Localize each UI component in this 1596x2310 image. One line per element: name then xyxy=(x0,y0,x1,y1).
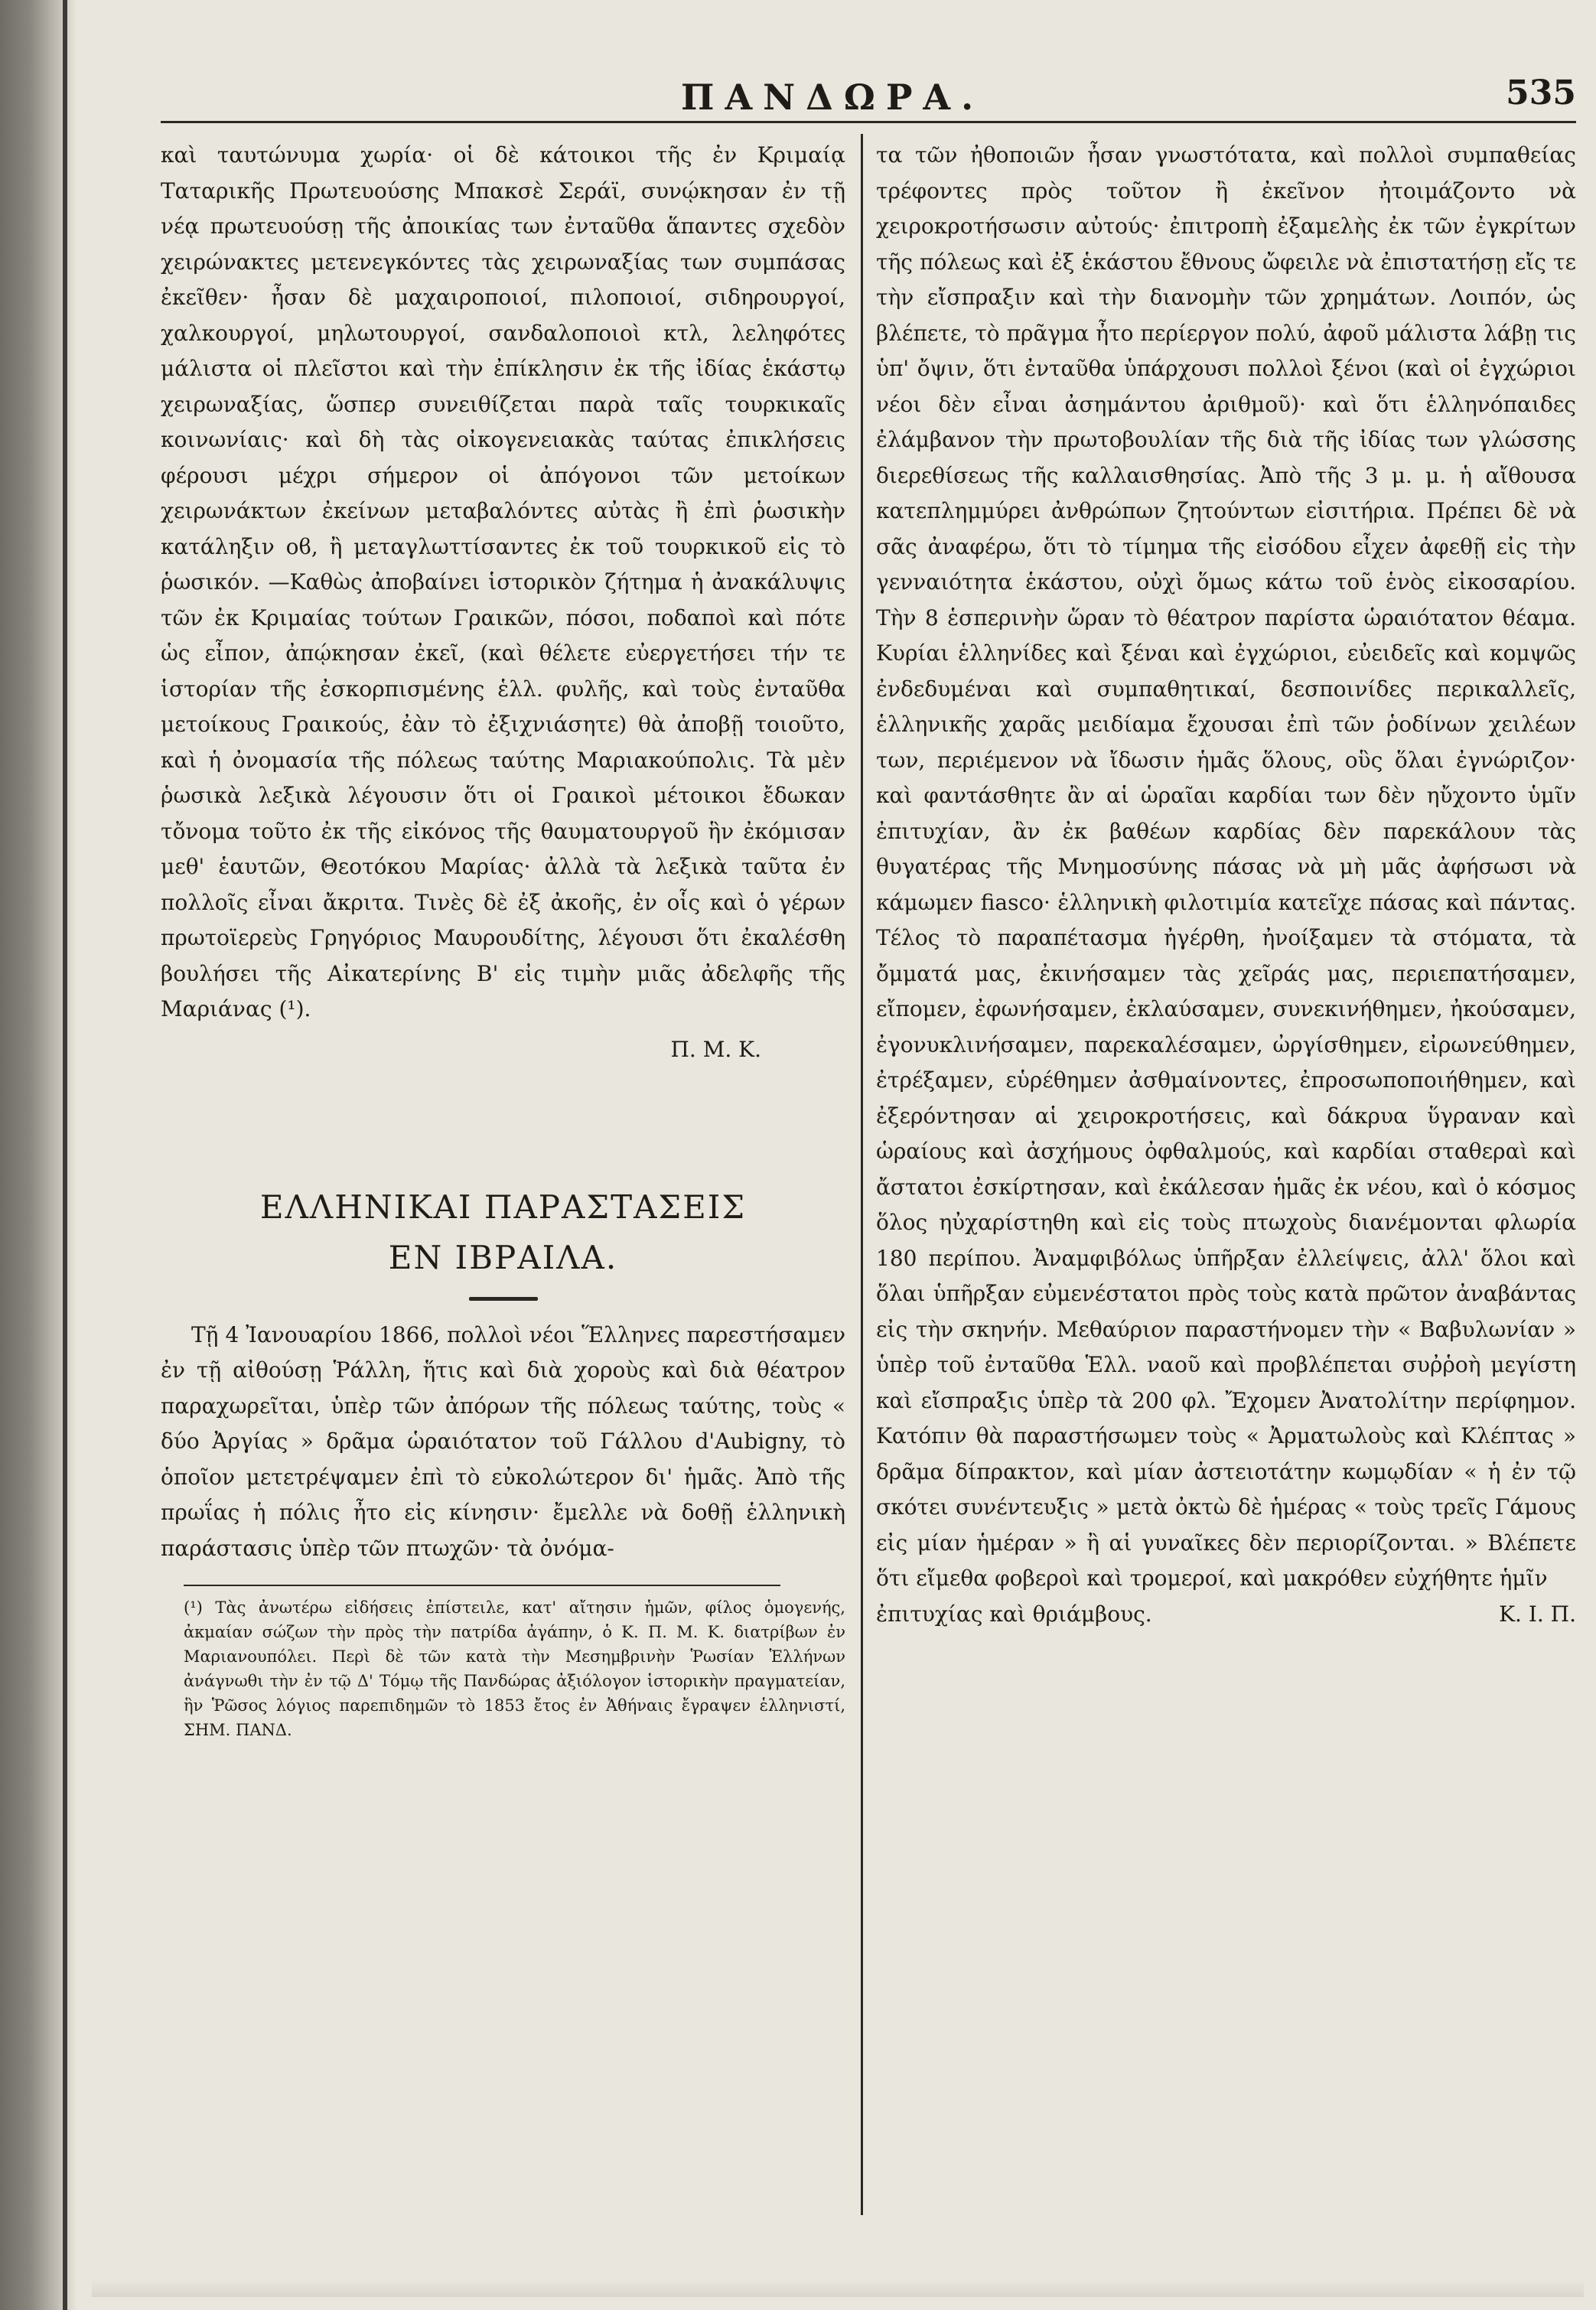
journal-page xyxy=(92,0,1584,2310)
left-column xyxy=(161,138,845,1742)
right-paragraph: τα τῶν ἠθοποιῶν ἦσαν γνωστότατα, καὶ πολλοὶ συμπαθείας τρέφοντες πρὸς τοῦτον ἢ ἐκεῖνον ἠτοιμάζοντο νὰ χειροκροτήσωσιν αὐτούς· ἐπιτροπὴ ἐξαμελὴς ἐκ τῶν ἐγκρίτων τῆς πόλεως καὶ ἐξ ἑκάστου ἔθνους ὤφειλε νὰ ἐπιστατήσῃ εἴς τε τὴν εἴσπραξιν καὶ τὴν διανομὴν τῶν χρημάτων. Λοιπόν, ὡς βλέπετε, τὸ πρᾶγμα ἦτο περίεργον πολύ, ἀφοῦ μάλιστα λάβῃ τις ὑπ' ὄψιν, ὅτι ἐνταῦθα ὑπάρχουσι πολλοὶ ξένοι (καὶ οἱ ἐγχώριοι νέοι δὲν εἶναι ἀσημάντου ἀριθμοῦ)· καὶ ὅτι ἑλληνόπαιδες ἐλάμβανον τὴν πρωτοβουλίαν τῆς διὰ τῆς ἰδίας των γλώσσης διερεθίσεως τῆς καλλαισθησίας. Ἀπὸ τῆς 3 μ. μ. ἡ αἴθουσα κατεπλημμύρει ἀνθρώπων ζητούντων εἰσιτήρια. Πρέπει δὲ νὰ σᾶς ἀναφέρω, ὅτι τὸ τίμημα τῆς εἰσόδου εἶχεν ἀφεθῇ εἰς τὴν γενναιότητα ἑκάστου, οὐχὶ ὅμως κάτω τοῦ ἑνὸς εἰκοσαρίου. Τὴν 8 ἑσπερινὴν ὥραν τὸ θέατρον παρίστα ὡραιότατον θέαμα. Κυρίαι ἑλληνίδες καὶ ξέναι καὶ ἐγχώριοι, εὐειδεῖς καὶ κομψῶς ἐνδεδυμέναι καὶ συμπαθητικαί, δεσποινίδες περικαλλεῖς, ἑλληνικῆς χαρᾶς μειδίαμα ἔχουσαι ἐπὶ τῶν ῥοδίνων χειλέων των, περιέμενον νὰ ἴδωσιν ἡμᾶς ὅλους, οὓς ὅλαι ἐγνώριζον· καὶ φαντάσθητε ἂν αἱ ὡραῖαι καρδίαι των δὲν ηὔχοντο ὑμῖν ἐπιτυχίαν, ἂν ἐκ βαθέων καρδίας δὲν παρεκάλουν τὰς θυγατέρας τῆς Μνημοσύνης πάσας νὰ μὴ μᾶς ἀφήσωσι νὰ κάμωμεν fiasco· ἑλληνικὴ φιλοτιμία κατεῖχε πάσας καὶ πάντας. Τέλος τὸ παραπέτασμα ἠγέρθη, ἠνοίξαμεν τὰ στόματα, τὰ ὄμματά μας, ἐκινήσαμεν τὰς χεῖράς μας, περιεπατήσαμεν, εἴπομεν, ἐφωνήσαμεν, ἐκλαύσαμεν, συνεκινήθημεν, ἠκούσαμεν, ἐγονυκλινήσαμεν, παρεκαλέσαμεν, ὠργίσθημεν, εἰρωνεύθημεν, ἐτρέξαμεν, εὑρέθημεν ἀσθμαίνοντες, ἐπροσωποποιήθημεν, καὶ ἐξερόντησαν αἱ χειροκροτήσεις, καὶ δάκρυα ὕγραναν καὶ ὡραίους καὶ ἀσχήμους ὀφθαλμούς, καὶ καρδίαι σταθεραὶ καὶ ἄστατοι ἐσκίρτησαν, καὶ ἐκάλεσαν ἡμᾶς ἐκ νέου, καὶ ὁ κόσμος ὅλος ηὐχαρίστηθη καὶ εἰς τοὺς πτωχοὺς διανέμονται φλωρία 180 περίπου. Ἀναμφιβόλως ὑπῆρξαν ἐλλείψεις, ἀλλ' ὅλοι καὶ ὅλαι ὑπῆρξαν εὐμενέστατοι πρὸς τοὺς κατὰ πρῶτον ἀναβάντας εἰς τὴν σκηνήν. Μεθαύριον παραστήνομεν τὴν « Βαβυλωνίαν » ὑπὲρ τοῦ ἐνταῦθα Ἑλλ. ναοῦ καὶ προβλέπεται συῤῥοὴ μεγίστη καὶ εἴσπραξις ὑπὲρ τὰ 200 φλ. Ἔχομεν Ἀνατολίτην περίφημον. Κατόπιν θὰ παραστήσωμεν τοὺς « Ἀρματωλοὺς καὶ Κλέπτας » δρᾶμα δίπρακτον, καὶ μίαν ἀστειοτάτην κωμῳδίαν « ἡ ἐν τῷ σκότει συνέντευξις » μετὰ ὀκτὼ δὲ ἡμέρας « τοὺς τρεῖς Γάμους εἰς μίαν ἡμέραν » ἢ αἱ γυναῖκες δὲν περιορίζονται. » Βλέπετε ὅτι εἴμεθα φοβεροὶ καὶ τρομεροί, καὶ μακρόθεν εὐχήθητε ἡμῖν xyxy=(876,142,1576,1591)
article-subheadline: ΕΝ ΙΒΡΑΙΛΑ. xyxy=(388,1238,618,1276)
intro-signature: Π. Μ. Κ. xyxy=(670,1036,761,1062)
page-header xyxy=(92,69,1584,122)
page-number: 535 xyxy=(1506,73,1576,112)
article-paragraph: Τῇ 4 Ἰανουαρίου 1866, πολλοὶ νέοι Ἕλληνες παρεστήσαμεν ἐν τῇ αἰθούσῃ Ῥάλλη, ἥτις καὶ διὰ χοροὺς καὶ διὰ θέατρον παραχωρεῖται, ὑπὲρ τῶν ἀπόρων τῆς πόλεως ταύτης, τοὺς « δύο Ἀργίας » δρᾶμα ὡραιότατον τοῦ Γάλλου d'Aubigny, τὸ ὁποῖον μετετρέψαμεν ἐπὶ τὸ εὐκολώτερον δι' ἡμᾶς. Ἀπὸ τῆς πρωΐας ἡ πόλις ἦτο εἰς κίνησιν· ἔμελλε νὰ δοθῇ ἑλληνικὴ παράστασις ὑπὲρ τῶν πτωχῶν· τὰ ὀνόμα- xyxy=(161,1321,845,1561)
page-bottom-edge xyxy=(92,2280,1584,2297)
intro-paragraph: καὶ ταυτώνυμα χωρία· οἱ δὲ κάτοικοι τῆς ἐν Κριμαίᾳ Ταταρικῆς Πρωτευούσης Μπακσὲ Σεράϊ, συνῴκησαν ἐν τῇ νέᾳ πρωτευούσῃ τῆς ἀποικίας των ἐνταῦθα ἅπαντες σχεδὸν χειρώνακτες μετενεγκόντες τὰς χειρωναξίας των συμπάσας ἐκεῖθεν· ἦσαν δὲ μαχαιροποιοί, πιλοποιοί, σιδηρουργοί, χαλκουργοί, μηλωτουργοί, σανδαλοποιοὶ κτλ, λεληφότες μάλιστα οἱ πλεῖστοι καὶ τὴν ἐπίκλησιν ἐκ τῆς ἰδίας ἑκάστῳ χειρωναξίας, ὥσπερ συνειθίζεται παρὰ ταῖς τουρκικαῖς κοινωνίαις· καὶ δὴ τὰς οἰκογενειακὰς ταύτας ἐπικλήσεις φέρουσι μέχρι σήμερον οἱ ἀπόγονοι τῶν μετοίκων χειρωνάκτων ἐκείνων μεταβαλόντες αὐτὰς ἢ ἐπὶ ῥωσικὴν κατάληξιν οϐ, ἢ μεταγλωττίσαντες ἐκ τοῦ τουρκικοῦ εἰς τὸ ῥωσικόν. —Καθὼς ἀποβαίνει ἱστορικὸν ζήτημα ἡ ἀνακάλυψις τῶν ἐκ Κριμαίας τούτων Γραικῶν, πόσοι, ποδαποὶ καὶ πότε ὡς εἶπον, ἀπῴκησαν ἐκεῖ, (καὶ θέλετε εὐεργετήσει τήν τε ἱστορίαν τῆς ἐσκορπισμένης ἑλλ. φυλῆς, καὶ τοὺς ἐνταῦθα μετοίκους Γραικούς, ἐὰν τὸ ἐξιχνιάσητε) θὰ ἀποβῇ τοιοῦτο, καὶ ἡ ὀνομασία τῆς πόλεως ταύτης Μαριακούπολις. Τὰ μὲν ῥωσικὰ λεξικὰ λέγουσιν ὅτι οἱ Γραικοὶ μέτοικοι ἔδωκαν τὄνομα τοῦτο ἐκ τῆς εἰκόνος τῆς θαυματουργοῦ ἣν ἐκόμισαν μεθ' ἑαυτῶν, Θεοτόκου Μαρίας· ἀλλὰ τὰ λεξικὰ ταῦτα ἐν πολλοῖς εἶναι ἄκριτα. Τινὲς δὲ ἐξ ἀκοῆς, ἐν οἷς καὶ ὁ γέρων πρωτοϊερεὺς Γρηγόριος Μαυρουδίτης, λέγουσι ὅτι ἐκαλέσθη βουλήσει τῆς Αἰκατερίνης Β' εἰς τιμὴν μιᾶς ἀδελφῆς τῆς Μαριάνας (¹). xyxy=(161,142,845,1021)
decorative-rule xyxy=(469,1297,538,1301)
right-column xyxy=(876,138,1576,1632)
binding-edge xyxy=(63,0,67,2310)
article-headline: ΕΛΛΗΝΙΚΑΙ ΠΑΡΑΣΤΑΣΕΙΣ xyxy=(259,1188,747,1226)
column-divider xyxy=(861,134,863,2215)
closing-line xyxy=(876,1597,1576,1632)
closing-text: ἐπιτυχίας καὶ θριάμβους. xyxy=(876,1601,1152,1627)
footnote-rule xyxy=(184,1585,780,1586)
footnote: (¹) Τὰς ἀνωτέρω εἰδήσεις ἐπίστειλε, κατ' αἴτησιν ἡμῶν, φίλος ὁμογενής, ἀκμαίαν σώζων τὴν πρὸς τὴν πατρίδα ἀγάπην, ὁ Κ. Π. Μ. Κ. διατρίβων ἐν Μαριανουπόλει. Περὶ δὲ τῶν κατὰ τὴν Μεσημβρινὴν Ῥωσίαν Ἑλλήνων ἀνάγνωθι τὴν ἐν τῷ Δ' Τόμῳ τῆς Πανδώρας ἀξιόλογον ἱστορικὴν πραγματείαν, ἣν Ῥῶσος λόγιος παρεπιδημῶν τὸ 1853 ἔτος ἐν Ἀθήναις ἔγραψεν ἑλληνιστί, ΣΗΜ. ΠΑΝΔ. xyxy=(184,1598,845,1739)
article-signature: Κ. Ι. Π. xyxy=(1499,1601,1576,1627)
header-rule xyxy=(161,121,1576,123)
journal-title: ΠΑΝΔΩΡΑ. xyxy=(681,77,985,118)
